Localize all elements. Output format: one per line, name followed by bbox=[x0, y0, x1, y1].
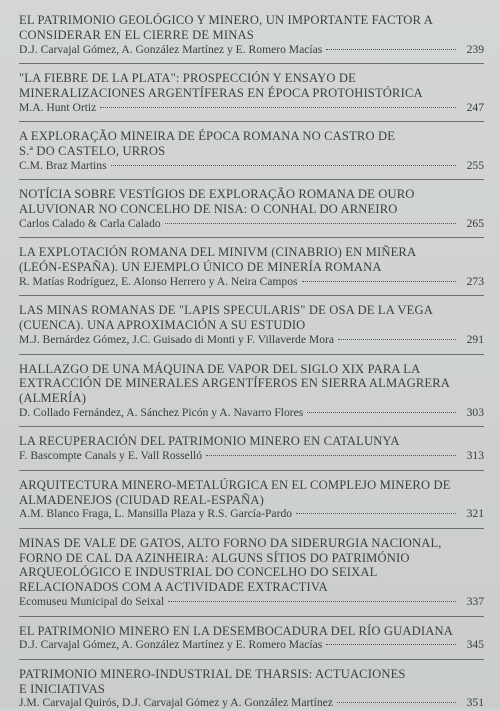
toc-entry-title-line: LA RECUPERACIÓN DEL PATRIMONIO MINERO EN CATALUNYA bbox=[19, 434, 400, 449]
toc-entry-title-line: NOTÍCIA SOBRE VESTÍGIOS DE EXPLORAÇÃO ROMANA DE OURO bbox=[19, 187, 415, 202]
toc-entry-title-line: CONSIDERAR EN EL CIERRE DE MINAS bbox=[19, 27, 254, 42]
dot-leader bbox=[326, 49, 456, 50]
toc-entry-authors: M.A. Hunt Ortiz bbox=[19, 100, 97, 114]
dot-leader bbox=[302, 281, 456, 282]
entry-divider bbox=[19, 354, 484, 355]
toc-entry-title-line: PATRIMONIO MINERO-INDUSTRIAL DE THARSIS: ACTUACIONES bbox=[19, 666, 406, 681]
toc-entry bbox=[19, 71, 484, 115]
toc-entry-page-number: 303 bbox=[466, 405, 484, 419]
entry-divider bbox=[19, 63, 484, 64]
toc-entry-author-line bbox=[19, 638, 484, 653]
toc-entry bbox=[19, 667, 484, 711]
toc-entry-title-line: ALUVIONAR NO CONCELHO DE NISA: O CONHAL DO ARNEIRO bbox=[19, 202, 398, 217]
toc-entry-title-line: (ALMERÍA) bbox=[19, 391, 87, 406]
toc-entry-title-line: RELACIONADOS COM A ACTIVIDADE EXTRACTIVA bbox=[19, 580, 328, 595]
toc-entry-authors: A.M. Blanco Fraga, L. Mansilla Plaza y R.S. García-Pardo bbox=[19, 507, 293, 521]
toc-entry-authors: M.J. Bernárdez Gómez, J.C. Guisado di Monti y F. Villaverde Mora bbox=[19, 333, 335, 347]
toc-entry bbox=[19, 536, 484, 610]
toc-entry-page-number: 239 bbox=[466, 42, 484, 56]
toc-entry-title-line: MINAS DE VALE DE GATOS, ALTO FORNO DA SIDERURGIA NACIONAL, bbox=[19, 535, 442, 550]
toc-entry-title-line: FORNO DE CAL DA AZINHEIRA: ALGUNS SÍTIOS DO PATRIMÓNIO bbox=[19, 550, 410, 565]
toc-entry-author-line bbox=[19, 333, 484, 348]
toc-entry-authors: C.M. Braz Martins bbox=[19, 158, 107, 172]
entry-divider bbox=[19, 295, 484, 296]
dot-leader bbox=[100, 107, 456, 108]
toc-entry bbox=[19, 478, 484, 522]
entry-divider bbox=[19, 528, 484, 529]
entry-divider bbox=[19, 179, 484, 180]
dot-leader bbox=[337, 702, 456, 703]
toc-entry-page-number: 265 bbox=[466, 216, 484, 230]
toc-entry-title-line: S.ª DO CASTELO, URROS bbox=[19, 143, 166, 158]
toc-entry-title-line: EXTRACCIÓN DE MINERALES ARGENTÍFEROS EN SIERRA ALMAGRERA bbox=[19, 376, 451, 391]
toc-entry-author-line bbox=[19, 159, 484, 174]
toc-entry-page-number: 247 bbox=[466, 100, 484, 114]
toc-entry-title-line: HALLAZGO DE UNA MÁQUINA DE VAPOR DEL SIGLO XIX PARA LA bbox=[19, 361, 421, 376]
toc-entry-title-line: (CUENCA). UNA APROXIMACIÓN A SU ESTUDIO bbox=[19, 318, 306, 333]
toc-entry-author-line bbox=[19, 217, 484, 232]
toc-entry bbox=[19, 303, 484, 347]
toc-entry-title-line: A EXPLORAÇÃO MINEIRA DE ÉPOCA ROMANA NO CASTRO DE bbox=[19, 129, 396, 144]
toc-entry-authors: D. Collado Fernández, A. Sánchez Picón y A. Navarro Flores bbox=[19, 405, 304, 419]
toc-entry-author-line bbox=[19, 275, 484, 290]
toc-entry-author-line bbox=[19, 101, 484, 116]
entry-divider bbox=[19, 237, 484, 238]
toc-entry-page-number: 337 bbox=[466, 595, 484, 609]
toc-entry-page-number: 291 bbox=[466, 333, 484, 347]
toc-entry-authors: R. Matías Rodríguez, E. Alonso Herrero y A. Neira Campos bbox=[19, 274, 298, 288]
toc-entry bbox=[19, 129, 484, 173]
dot-leader bbox=[296, 513, 456, 514]
dot-leader bbox=[206, 455, 456, 456]
toc-entry-author-line bbox=[19, 449, 484, 464]
dot-leader bbox=[111, 165, 456, 166]
toc-entry-title-line: E INICIATIVAS bbox=[19, 681, 106, 696]
toc-entry-page-number: 351 bbox=[466, 696, 484, 710]
entry-divider bbox=[19, 616, 484, 617]
toc-entry-author-line bbox=[19, 507, 484, 522]
dot-leader bbox=[307, 412, 456, 413]
toc-entry-title-line: ARQUEOLÓGICO E INDUSTRIAL DO CONCELHO DO SEIXAL bbox=[19, 565, 378, 580]
toc-entry-title-line: (LEÓN-ESPAÑA). UN EJEMPLO ÚNICO DE MINERÍA ROMANA bbox=[19, 260, 382, 275]
toc-entry-page-number: 345 bbox=[466, 638, 484, 652]
toc-entry bbox=[19, 362, 484, 421]
toc-entry-title-line: LAS MINAS ROMANAS DE "LAPIS SPECULARIS" DE OSA DE LA VEGA bbox=[19, 303, 433, 318]
dot-leader bbox=[326, 644, 456, 645]
toc-entry-title-line: ARQUITECTURA MINERO-METALÚRGICA EN EL COMPLEJO MINERO DE bbox=[19, 477, 451, 492]
toc-entry bbox=[19, 434, 484, 463]
toc-entry-author-line bbox=[19, 696, 484, 711]
entry-divider bbox=[19, 659, 484, 660]
toc-entry-title-line: MINERALIZACIONES ARGENTÍFERAS EN ÉPOCA PROTOHISTÓRICA bbox=[19, 85, 423, 100]
toc-entry-author-line bbox=[19, 43, 484, 58]
dot-leader bbox=[165, 223, 456, 224]
toc-entry-page-number: 255 bbox=[466, 158, 484, 172]
toc-entry-authors: F. Bascompte Canals y E. Vall Rosselló bbox=[19, 449, 203, 463]
toc-entry-page-number: 321 bbox=[466, 507, 484, 521]
dot-leader bbox=[338, 339, 456, 340]
toc-entry bbox=[19, 245, 484, 289]
toc-entry-authors: D.J. Carvajal Gómez, A. González Martínez y E. Romero Macías bbox=[19, 42, 323, 56]
toc-entry-page-number: 313 bbox=[466, 449, 484, 463]
dot-leader bbox=[168, 601, 456, 602]
toc-entry-title-line: EL PATRIMONIO MINERO EN LA DESEMBOCADURA DEL RÍO GUADIANA bbox=[19, 623, 453, 638]
toc-entry-title-line: "LA FIEBRE DE LA PLATA": PROSPECCIÓN Y ENSAYO DE bbox=[19, 71, 356, 86]
toc-entry-authors: Carlos Calado & Carla Calado bbox=[19, 216, 161, 230]
entry-divider bbox=[19, 470, 484, 471]
toc-entry-authors: Ecomuseu Municipal do Seixal bbox=[19, 595, 165, 609]
toc-entry-title-line: LA EXPLOTACIÓN ROMANA DEL MINIVM (CINABRIO) EN MIÑERA bbox=[19, 245, 417, 260]
toc-entry-title-line: ALMADENEJOS (CIUDAD REAL-ESPAÑA) bbox=[19, 492, 265, 507]
toc-entry bbox=[19, 624, 484, 653]
entry-divider bbox=[19, 426, 484, 427]
toc-entry-title-line: EL PATRIMONIO GEOLÓGICO Y MINERO, UN IMPORTANTE FACTOR A bbox=[19, 13, 433, 27]
toc-entry-page-number: 273 bbox=[466, 274, 484, 288]
toc-entry-authors: J.M. Carvajal Quirós, D.J. Carvajal Gómez y A. González Martínez bbox=[19, 696, 333, 710]
toc-entry-author-line bbox=[19, 595, 484, 610]
toc-entry-author-line bbox=[19, 406, 484, 421]
toc-entry bbox=[19, 13, 484, 57]
toc-entry bbox=[19, 187, 484, 231]
toc-entry-authors: D.J. Carvajal Gómez, A. González Martínez y E. Romero Macías bbox=[19, 638, 323, 652]
entry-divider bbox=[19, 121, 484, 122]
